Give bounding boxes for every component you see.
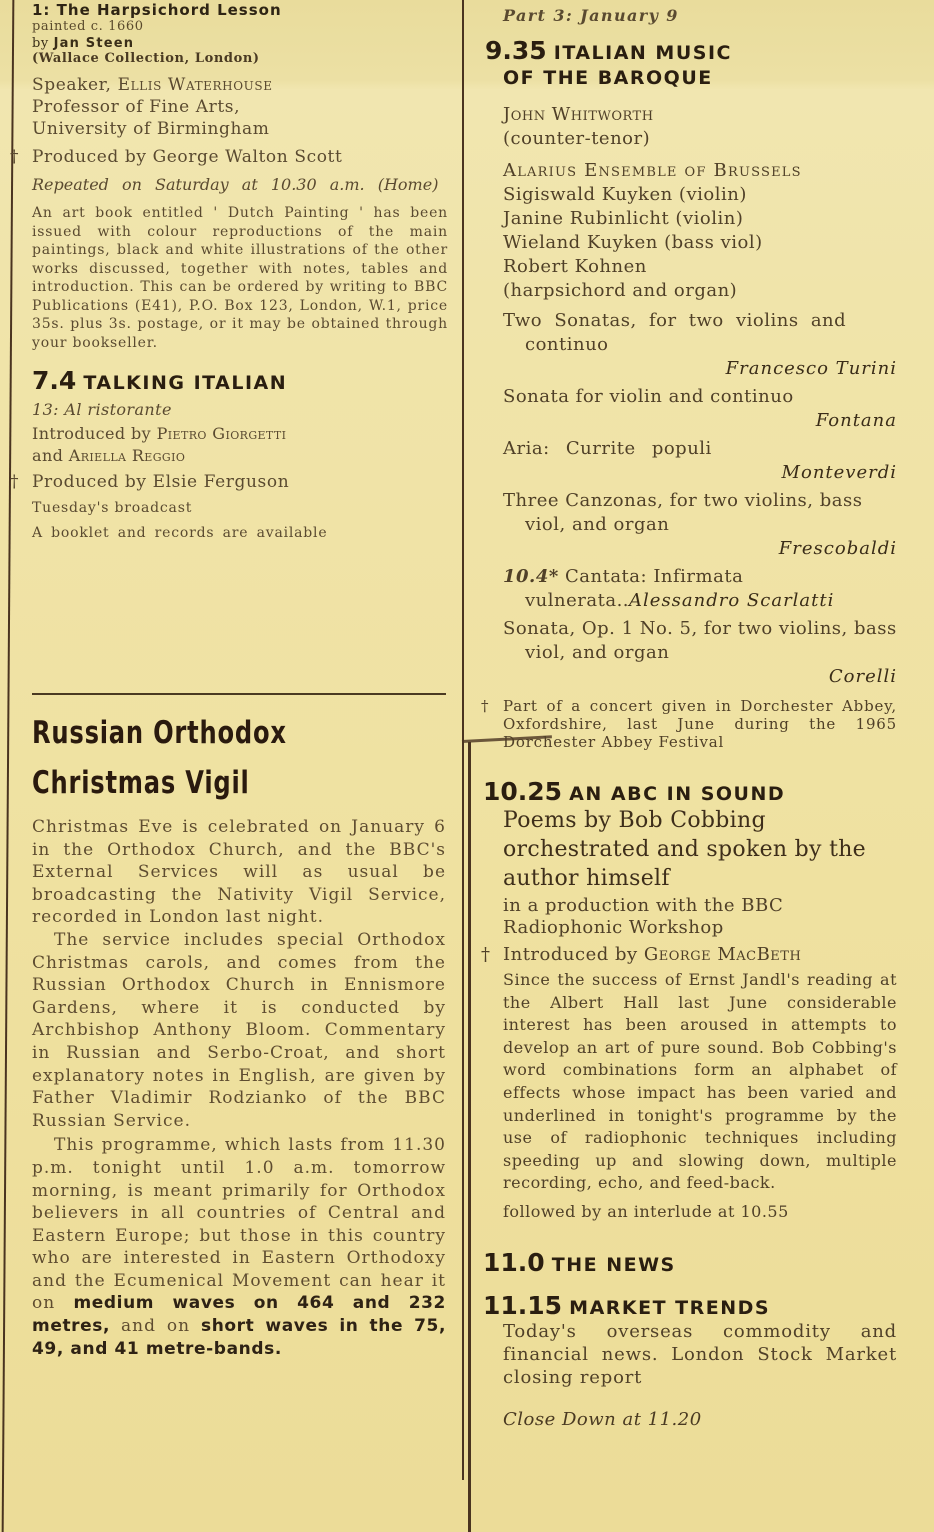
cantata-composer: Alessandro Scarlatti [629, 590, 835, 611]
dagger-icon: † [481, 944, 491, 965]
work-composer: Fontana [815, 410, 897, 431]
work-composer: Frescobaldi [778, 538, 897, 559]
programme-title-line-2-wrap [503, 66, 897, 91]
dagger-icon: † [10, 472, 20, 492]
performer: Robert Kohnen [503, 256, 647, 277]
right-column [481, 2, 897, 1430]
abc-description: Poems by Bob Cobbing orchestrated and spoken by the author himself [503, 808, 866, 891]
painting-collection: (Wallace Collection, London) [32, 51, 260, 66]
painting-date: painted c. 1660 [32, 19, 144, 34]
soloist-role: (counter-tenor) [503, 128, 651, 149]
programme-time: 7.4 [32, 366, 77, 395]
speaker-title: Professor of Fine Arts, [32, 97, 241, 117]
repeat-note: Repeated on Saturday at 10.30 a.m. (Home) [32, 175, 439, 194]
close-down: Close Down at 11.20 [503, 1408, 702, 1430]
programme-heading-abc [483, 777, 897, 806]
programme-time: 11.0 [483, 1247, 545, 1277]
feature-title-line-1: Russian Orthodox [32, 715, 287, 751]
programme-title-line-2: OF THE BAROQUE [503, 67, 713, 89]
feature-paragraph-2: The service includes special Orthodox Christmas carols, and comes from the Russian Orthodox Church in Ennismore Gardens, where it is conducted by Archbishop Anthony Bloom. Commentary in Russian and Serbo-Croat, and short explanatory notes in English, are given by Father Vladimir Rodzianko of the BBC Russian Service. [32, 929, 446, 1131]
soloist-name: John Whitworth [503, 104, 654, 125]
cantata-leader: .. [616, 590, 630, 611]
dagger-icon: † [10, 147, 20, 167]
programme-time: 9.35 [485, 36, 547, 65]
programme-heading-talking-italian [32, 366, 448, 395]
introducer-line [481, 943, 897, 967]
performer-list [503, 183, 897, 303]
performer: Janine Rubinlicht (violin) [503, 208, 744, 229]
programme-title: TALKING ITALIAN [83, 372, 288, 394]
programme-heading-news [483, 1248, 897, 1277]
abc-note: Since the success of Ernst Jandl's reading at the Albert Hall last June considerable interest has been aroused in attempts to develop an art of pure sound. Bob Cobbing's word combinations form an alphabet of effects whose impact has been varied and underlined in tonight's programme by the use of radiophonic techniques including speeding up and slowing down, multiple recording, echo, and feed-back. [503, 970, 897, 1193]
producer-line [10, 146, 448, 168]
work-item-cantata [503, 565, 897, 613]
concert-note-text: Part of a concert given in Dorchester Abbey, Oxfordshire, last June during the 1965 Dorchester Abbey Festival [503, 697, 897, 751]
programme-time: 10.25 [483, 777, 563, 806]
work-title: Three Canzonas, for two violins, bass viol, and organ [503, 490, 863, 535]
concert-note [481, 697, 897, 751]
section-divider [32, 693, 446, 695]
presenter-name: Pietro Giorgetti [156, 424, 287, 443]
episode-title: 13: Al ristorante [32, 400, 172, 419]
booklet-note: A booklet and records are available [32, 524, 328, 541]
paragraph-text: This programme, which lasts from 11.30 p.m. tonight until 1.0 a.m. tomorrow morning, is meant primarily for Orthodox believers in all countries of Central and Eastern Europe; but those in this country who are interested in Eastern Orthodoxy and the Ecumenical Movement can hear it on [32, 1135, 446, 1314]
cantata-title: Cantata: Infirmata vulnerata [525, 566, 744, 611]
work-title: Two Sonatas, for two violins and continuo [503, 310, 847, 355]
broadcast-note: Tuesday's broadcast [32, 500, 193, 516]
intro-prefix: Introduced by [32, 424, 152, 443]
producer-text: Produced by George Walton Scott [32, 147, 343, 167]
cantata-time: 10.4* [503, 566, 559, 587]
performer: (harpsichord and organ) [503, 280, 738, 301]
feature-title-line-2: Christmas Vigil [32, 765, 250, 801]
introducer-line [32, 423, 448, 445]
art-book-note: An art book entitled ' Dutch Painting ' has been issued with colour reproductions of the main paintings, black and white illustrations of the other works discussed, together with notes, tables and introduction. This can be ordered by writing to BBC Publications (E41), P.O. Box 123, London, W.1, price 35s. plus 3s. postage, or it may be obtained through your bookseller. [32, 205, 448, 351]
painting-artist: Jan Steen [53, 36, 135, 51]
conjunction: and [32, 446, 64, 465]
painting-by: by [32, 36, 49, 51]
feature-russian-orthodox [32, 708, 446, 1360]
feature-paragraph-3 [32, 1134, 446, 1360]
speaker-line [32, 74, 448, 96]
abc-production: in a production with the BBC Radiophonic Workshop [503, 895, 784, 938]
short-waves-text: short waves in the 75, 49, and 41 metre-bands. [32, 1316, 447, 1359]
introducer-line-2 [32, 445, 448, 467]
work-item [503, 617, 897, 689]
part-date: Part 3: January 9 [503, 6, 679, 25]
presenter-name: George MacBeth [643, 944, 802, 965]
column-divider-rule-lower [468, 742, 471, 1532]
programme-title: THE NEWS [551, 1253, 676, 1276]
programme-title: AN ABC IN SOUND [569, 783, 786, 805]
performer: Wieland Kuyken (bass viol) [503, 232, 763, 253]
painting-title: 1: The Harpsichord Lesson [32, 1, 282, 19]
interlude-note: followed by an interlude at 10.55 [503, 1201, 789, 1221]
producer-text: Produced by Elsie Ferguson [32, 472, 290, 492]
programme-title-line-1: ITALIAN MUSIC [553, 42, 732, 64]
left-margin-rule [2, 0, 15, 1532]
paragraph-text: and on [120, 1316, 191, 1337]
left-column [10, 1, 448, 542]
speaker-university: University of Birmingham [32, 119, 270, 139]
work-title: Sonata, Op. 1 No. 5, for two violins, bass viol, and organ [503, 618, 897, 663]
presenter-name: Ariella Reggio [68, 446, 186, 465]
feature-paragraph-1: Christmas Eve is celebrated on January 6 in the Orthodox Church, and the BBC's External Services will as usual be broadcasting the Nativity Vigil Service, recorded in London last night. [32, 817, 446, 928]
work-item [503, 489, 897, 561]
work-item [503, 309, 897, 381]
intro-prefix: Introduced by [503, 944, 638, 965]
work-item [503, 385, 897, 433]
speaker-name: Ellis Waterhouse [117, 75, 273, 95]
market-description: Today's overseas commodity and financial news. London Stock Market closing report [503, 1320, 897, 1388]
medium-waves-text: medium waves on 464 and 232 metres, [32, 1293, 446, 1337]
programme-time: 11.15 [483, 1290, 563, 1320]
work-item [503, 437, 897, 485]
dagger-icon: † [481, 697, 490, 715]
producer-line [10, 471, 448, 493]
work-composer: Francesco Turini [725, 358, 897, 379]
work-composer: Monteverdi [781, 462, 897, 483]
painting-artist-line [32, 36, 448, 51]
work-title: Aria: Currite populi [503, 438, 712, 459]
ensemble-name: Alarius Ensemble of Brussels [503, 160, 802, 181]
programme-heading-italian-music [485, 36, 897, 66]
speaker-prefix: Speaker, [32, 75, 112, 95]
work-list [503, 309, 897, 689]
programme-title: MARKET TRENDS [569, 1296, 771, 1319]
programme-heading-market [483, 1291, 897, 1320]
cantata-line [503, 565, 897, 613]
work-title: Sonata for violin and continuo [503, 386, 794, 407]
work-composer: Corelli [828, 666, 897, 687]
performer: Sigiswald Kuyken (violin) [503, 184, 747, 205]
